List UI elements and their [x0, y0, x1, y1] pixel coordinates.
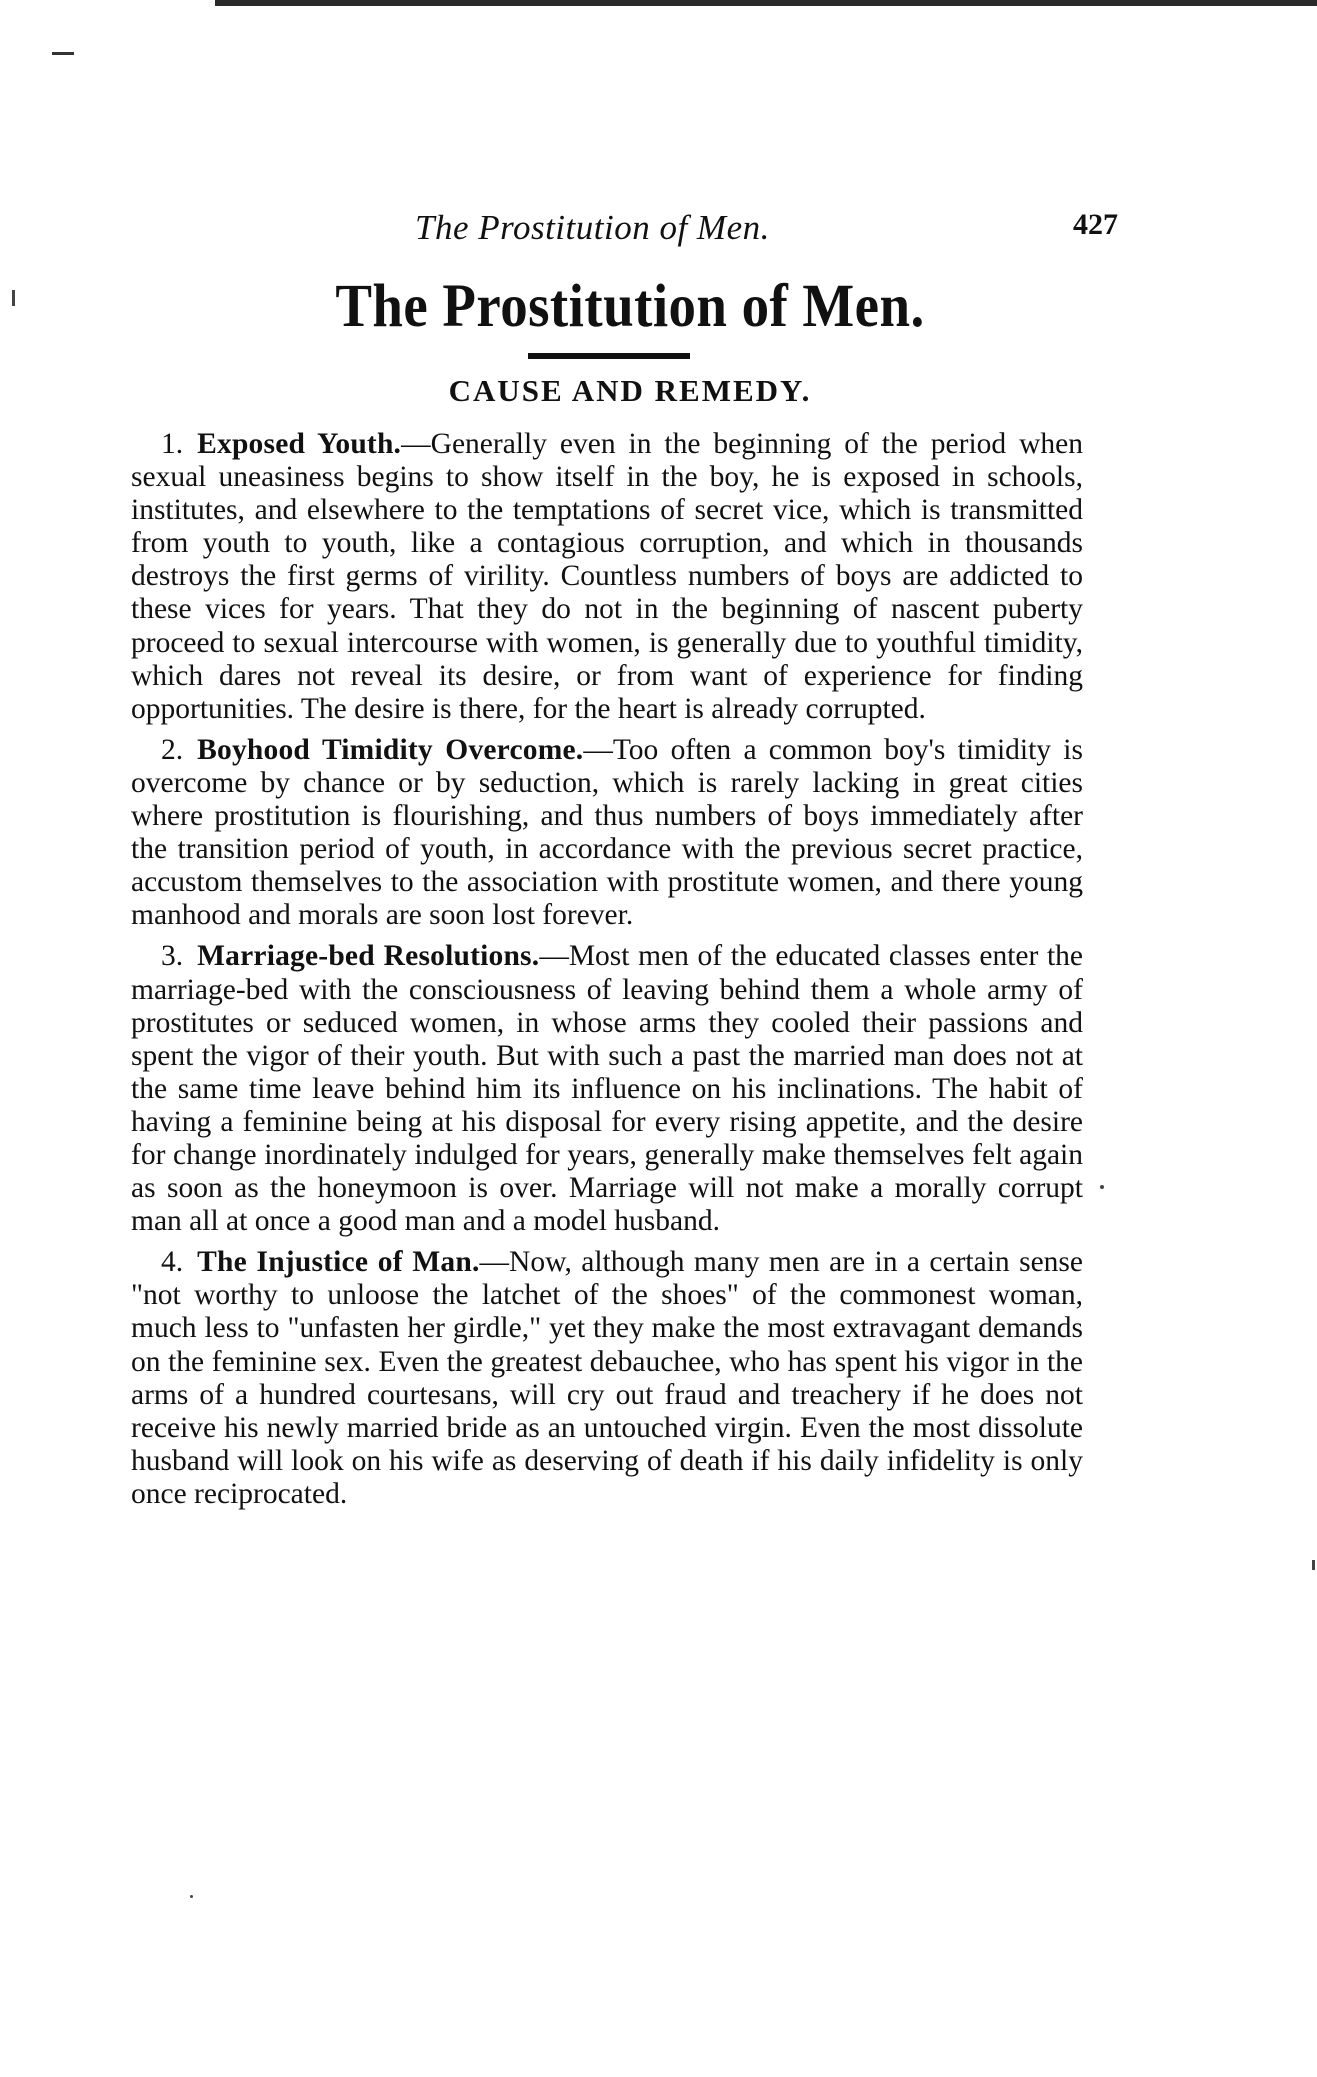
- margin-mark: [12, 290, 15, 306]
- body-text: [131, 428, 1083, 1519]
- print-speck: [190, 1895, 193, 1898]
- section-number: 2.: [161, 733, 184, 766]
- chapter-subtitle: CAUSE AND REMEDY.: [448, 373, 812, 408]
- running-title: The Prostitution of Men.: [415, 208, 770, 247]
- top-edge-rule: [215, 0, 1317, 6]
- section-text: —Now, although many men are in a certain sense "not worthy to unloose the latchet of the shoes" of the commonest woman, much less to "unfasten her girdle," yet they make the most extravagant demands on the feminine sex. Even the greatest debauchee, who has spent his vigor in the arms of a hundred courtesans, will cry out fraud and treachery if he does not receive his newly married bride as an untouched virgin. Even the most dissolute husband will look on his wife as deserving of death if his daily infidelity is only once reciprocated.: [131, 1246, 1083, 1510]
- page-header: [130, 208, 1130, 258]
- section-text: —Too often a common boy's timidity is overcome by chance or by seduction, which is rarely lacking in great cities where prostitution is flourishing, and thus numbers of boys immediately after the transition period of youth, in accordance with the previous secret practice, accustom themselves to the association with prostitute women, and there young manhood and morals are soon lost forever.: [131, 733, 1083, 932]
- margin-mark: [52, 52, 74, 55]
- section-heading: The Injustice of Man.: [197, 1246, 480, 1279]
- paragraph: [131, 940, 1083, 1238]
- section-number: 1.: [161, 428, 184, 460]
- section-text: —Most men of the educated classes enter the marriage-bed with the consciousness of leaving behind them a whole army of prostitutes or seduced women, in whose arms they cooled their passions and spent the vigor of their youth. But with such a past the married man does not at the same time leave behind him its influence on his inclinations. The habit of having a feminine being at his disposal for every rising appetite, and the desire for change inordinately indulged for years, generally make themselves felt again as soon as the honeymoon is over. Marriage will not make a morally corrupt man all at once a good man and a model husband.: [131, 940, 1084, 1238]
- page-number: 427: [1073, 208, 1118, 241]
- section-heading: Boyhood Timidity Overcome.: [197, 733, 584, 766]
- print-speck: [1312, 1560, 1315, 1570]
- chapter-title: The Prostitution of Men.: [335, 273, 925, 340]
- paragraph: [131, 1246, 1083, 1511]
- section-number: 4.: [161, 1246, 184, 1279]
- section-text: —Generally even in the beginning of the period when sexual uneasiness begins to show itself in the boy, he is exposed in schools, institutes, and elsewhere to the temptations of secret vice, which is transmitted from youth to youth, like a contagious corruption, and which in thousands destroys the first germs of virility. Countless numbers of boys are addicted to these vices for years. That they do not in the beginning of nascent puberty proceed to sexual intercourse with women, is generally due to youthful timidity, which dares not reveal its desire, or from want of experience for finding opportunities. The desire is there, for the heart is already corrupted.: [131, 428, 1083, 725]
- paragraph: [131, 734, 1083, 933]
- title-divider: [528, 353, 690, 359]
- paragraph: [131, 428, 1083, 726]
- section-number: 3.: [161, 940, 184, 973]
- section-heading: Marriage-bed Resolutions.: [197, 940, 540, 973]
- print-speck: [1100, 1185, 1104, 1189]
- section-heading: Exposed Youth.: [197, 428, 402, 460]
